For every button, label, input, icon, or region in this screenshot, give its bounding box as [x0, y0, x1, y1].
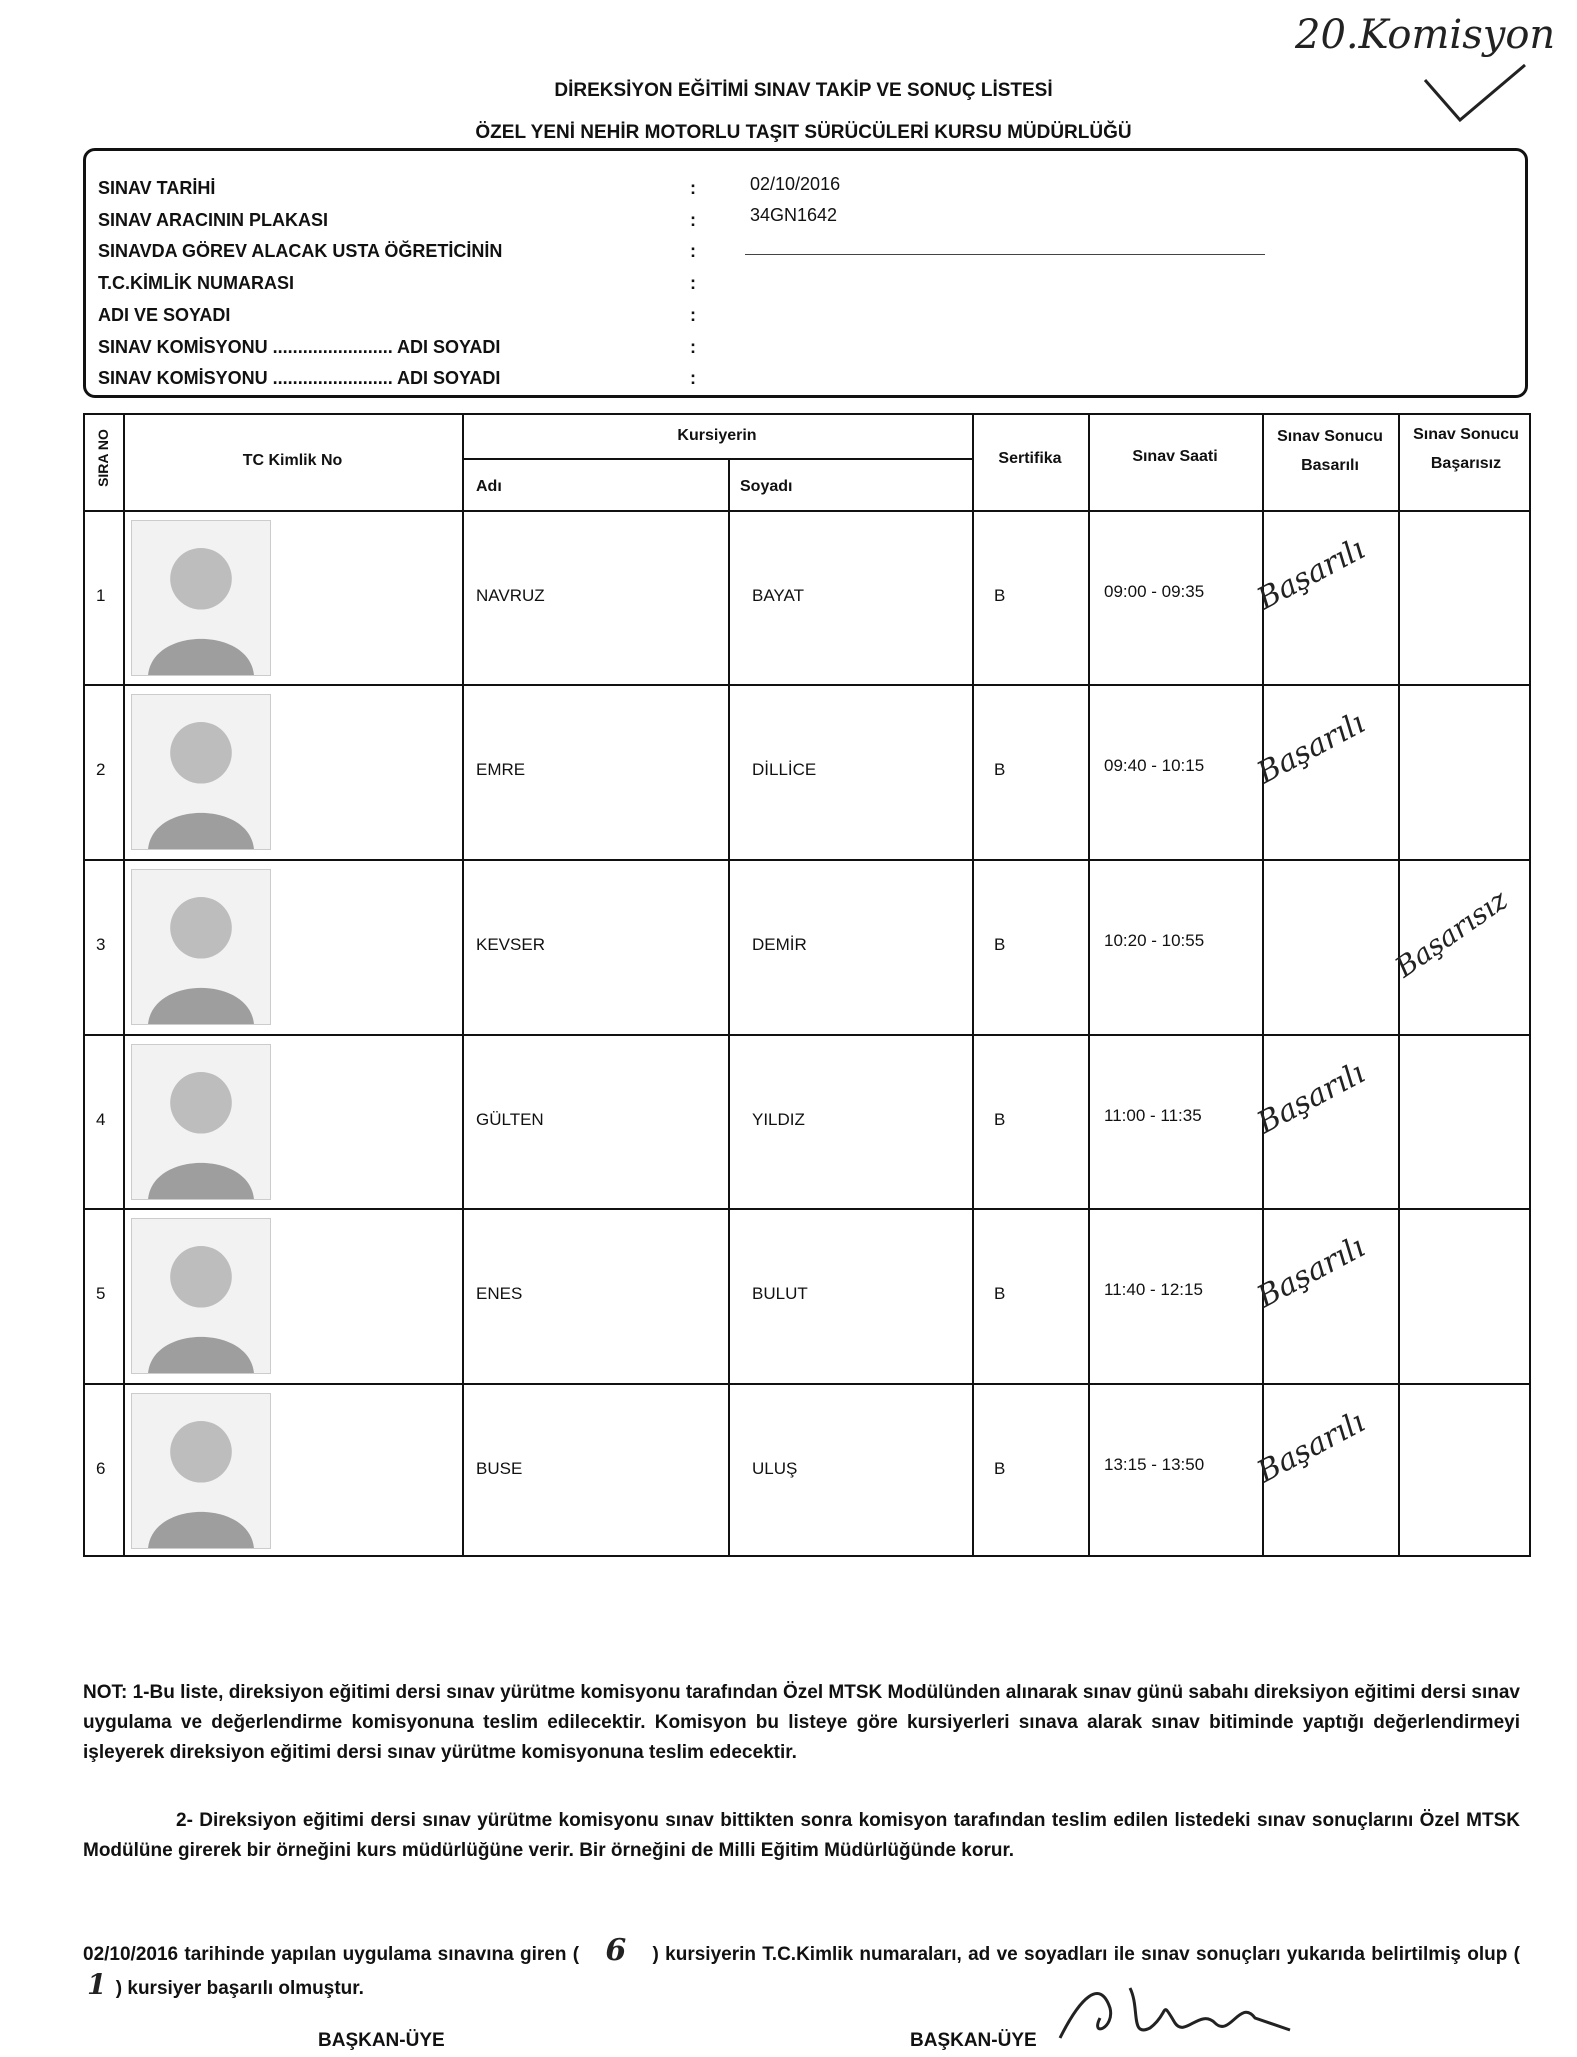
- person-silhouette-icon: [132, 1219, 270, 1373]
- summary-middle: ) kursiyerin T.C.Kimlik numaraları, ad ve soyadları ile sınav sonuçları yukarıda belirtilmiş olup (: [652, 1944, 1520, 1965]
- person-silhouette-icon: [132, 870, 270, 1024]
- person-silhouette-icon: [132, 1394, 270, 1548]
- instructor-underline: [745, 254, 1265, 255]
- certificate-class: B: [994, 1284, 1006, 1303]
- row-divider: [83, 1383, 1531, 1385]
- header-soyadi: Soyadı: [740, 478, 793, 495]
- person-silhouette-icon: [132, 1045, 270, 1199]
- table-header-divider: [83, 510, 1531, 512]
- header-sira-no: SIRA NO: [95, 429, 111, 487]
- institution-title: ÖZEL YENİ NEHİR MOTORLU TAŞIT SÜRÜCÜLERİ KURSU MÜDÜRLÜĞÜ: [475, 122, 1132, 143]
- document-title: DİREKSİYON EĞİTİMİ SINAV TAKİP VE SONUÇ LİSTESİ: [554, 80, 1053, 101]
- result-passed: Başarılı: [1251, 1055, 1371, 1141]
- first-name: GÜLTEN: [476, 1110, 544, 1129]
- header-sertifika: Sertifika: [998, 450, 1062, 467]
- certificate-class: B: [994, 1459, 1006, 1478]
- header-adi: Adı: [476, 478, 502, 495]
- row-number: 4: [96, 1110, 106, 1129]
- applicant-photo: [131, 694, 271, 850]
- column-divider: [728, 458, 730, 1557]
- certificate-class: B: [994, 935, 1006, 954]
- exam-time: 09:40 - 10:15: [1104, 756, 1205, 775]
- certificate-class: B: [994, 1110, 1006, 1129]
- colon: :: [690, 241, 696, 261]
- tc-number-label: T.C.KİMLİK NUMARASI: [98, 273, 294, 293]
- colon: :: [690, 368, 696, 388]
- first-name: EMRE: [476, 760, 526, 779]
- person-silhouette-icon: [132, 695, 270, 849]
- signature-left-label: BAŞKAN-ÜYE: [318, 2030, 445, 2051]
- result-passed: Başarılı: [1251, 1404, 1371, 1490]
- last-name: BULUT: [752, 1284, 808, 1303]
- summary-count: 6: [605, 1933, 627, 1968]
- first-name: NAVRUZ: [476, 586, 545, 605]
- row-number: 2: [96, 760, 106, 779]
- exam-date-value: 02/10/2016: [750, 174, 841, 194]
- plate-value: 34GN1642: [750, 205, 838, 225]
- signature-right-label: BAŞKAN-ÜYE: [910, 2030, 1037, 2051]
- row-divider: [83, 1208, 1531, 1210]
- header-sonuc-basarisiz: Sınav Sonucu Başarısız: [1413, 426, 1519, 472]
- row-number: 6: [96, 1459, 106, 1478]
- colon: :: [690, 178, 696, 198]
- summary-passed: 1: [87, 1968, 107, 2001]
- applicant-photo: [131, 1044, 271, 1200]
- column-divider: [123, 413, 125, 1557]
- applicant-photo: [131, 520, 271, 676]
- applicant-photo: [131, 1393, 271, 1549]
- last-name: YILDIZ: [752, 1110, 805, 1129]
- result-failed: Başarısız: [1389, 883, 1514, 984]
- first-name: ENES: [476, 1284, 523, 1303]
- row-divider: [83, 1034, 1531, 1036]
- exam-time: 09:00 - 09:35: [1104, 582, 1205, 601]
- row-number: 1: [96, 586, 106, 605]
- row-number: 3: [96, 935, 106, 954]
- result-passed: Başarılı: [1251, 1229, 1371, 1315]
- certificate-class: B: [994, 586, 1006, 605]
- applicant-photo: [131, 1218, 271, 1374]
- colon: :: [690, 273, 696, 293]
- instructor-label: SINAVDA GÖREV ALACAK USTA ÖĞRETİCİNİN: [98, 241, 503, 261]
- note-paragraph-1: NOT: 1-Bu liste, direksiyon eğitimi dersi sınav yürütme komisyonu tarafından Özel MTSK Modülünden alınarak sınav günü sabahı direksiyon eğitimi dersi sınav uygulama ve değerlendirme komisyonuna teslim edilecektir. Komisyon bu listeye göre kursiyerleri sınava alarak sınav bitiminde yaptığı değerlendirmeyi işleyerek direksiyon eğitimi dersi sınav yürütme komisyonuna teslim edecektir.: [83, 1682, 1520, 1763]
- colon: :: [690, 210, 696, 230]
- column-divider: [462, 413, 464, 1557]
- person-silhouette-icon: [132, 521, 270, 675]
- plate-label: SINAV ARACININ PLAKASI: [98, 210, 329, 230]
- last-name: ULUŞ: [752, 1459, 798, 1478]
- last-name: DEMİR: [752, 935, 807, 954]
- corner-handwritten-note: 20.Komisyon: [1295, 12, 1556, 58]
- summary-prefix: 02/10/2016 tarihinde yapılan uygulama sınavına giren (: [83, 1944, 580, 1965]
- header-tc-kimlik: TC Kimlik No: [242, 452, 343, 469]
- committee-member-2-label: SINAV KOMİSYONU ........................ ADI SOYADI: [98, 368, 501, 388]
- first-name: BUSE: [476, 1459, 523, 1478]
- exam-time: 11:00 - 11:35: [1104, 1106, 1202, 1125]
- kursiyer-subheader-divider: [462, 458, 972, 460]
- column-divider: [1088, 413, 1090, 1557]
- exam-time: 13:15 - 13:50: [1104, 1455, 1205, 1474]
- last-name: BAYAT: [752, 586, 804, 605]
- column-divider: [1398, 413, 1400, 1557]
- certificate-class: B: [994, 760, 1006, 779]
- last-name: DİLLİCE: [752, 760, 817, 779]
- header-sonuc-basarili: Sınav Sonucu Basarılı: [1277, 428, 1383, 474]
- handwritten-signature-icon: [1040, 1968, 1300, 2053]
- applicant-photo: [131, 869, 271, 1025]
- result-passed: Başarılı: [1251, 531, 1371, 617]
- summary-text: [83, 1933, 1520, 2004]
- row-divider: [83, 684, 1531, 686]
- committee-member-1-label: SINAV KOMİSYONU ........................ ADI SOYADI: [98, 337, 501, 357]
- exam-time: 11:40 - 12:15: [1104, 1280, 1203, 1299]
- note-paragraph-2: 2- Direksiyon eğitimi dersi sınav yürütme komisyonu sınav bittikten sonra komisyon tarafından teslim edilen listedeki sınav sonuçlarını Özel MTSK Modülüne girerek bir örneğini kurs müdürlüğüne verir. Bir örneğini de Milli Eğitim Müdürlüğünde korur.: [83, 1810, 1520, 1861]
- column-divider: [972, 413, 974, 1557]
- colon: :: [690, 337, 696, 357]
- header-sinav-saati: Sınav Saati: [1132, 448, 1218, 465]
- result-passed: Başarılı: [1251, 705, 1371, 791]
- colon: :: [690, 305, 696, 325]
- header-kursiyerin: Kursiyerin: [677, 427, 757, 444]
- row-divider: [83, 859, 1531, 861]
- exam-time: 10:20 - 10:55: [1104, 931, 1205, 950]
- name-surname-label: ADI VE SOYADI: [98, 305, 231, 325]
- row-number: 5: [96, 1284, 106, 1303]
- first-name: KEVSER: [476, 935, 545, 954]
- exam-date-label: SINAV TARİHİ: [98, 178, 216, 198]
- summary-suffix: ) kursiyer başarılı olmuştur.: [115, 1978, 364, 1999]
